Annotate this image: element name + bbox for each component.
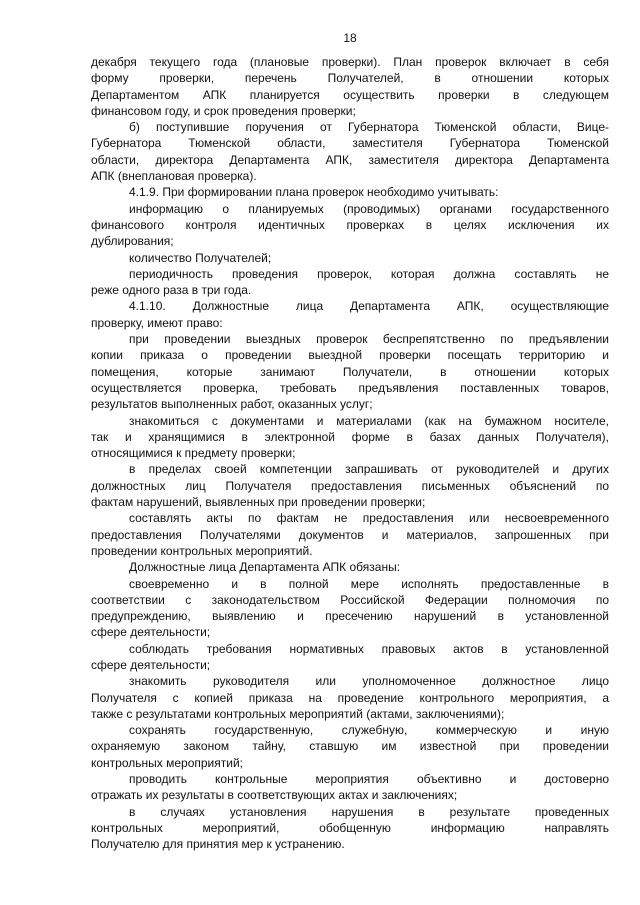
text-line: проводить контрольные мероприятия объективно и достоверно xyxy=(129,772,609,787)
paragraph xyxy=(91,461,609,510)
text-line: осуществляется проверка, требовать предъявления поставленных товаров, xyxy=(91,380,609,395)
text-line: 4.1.10. Должностные лица Департамента АПК, осуществляющие xyxy=(129,299,609,314)
text-line: АПК (внеплановая проверка). xyxy=(91,169,257,184)
text-line: фактам нарушений, выявленных при проведении проверки; xyxy=(91,495,426,510)
text-line: знакомить руководителя или уполномоченное должностное лицо xyxy=(129,674,609,689)
text-line: контрольных мероприятий, обобщенную информацию направлять xyxy=(91,820,609,835)
paragraph xyxy=(91,54,609,119)
text-line: форму проверки, перечень Получателей, в отношении которых xyxy=(91,71,609,86)
text-line: сфере деятельности; xyxy=(91,657,211,672)
paragraph xyxy=(91,576,609,641)
text-line: должностных лиц Получателя предоставления письменных объяснений по xyxy=(91,478,609,493)
text-line: проведении контрольных мероприятий. xyxy=(91,543,313,558)
text-line: соблюдать требования нормативных правовых актов в установленной xyxy=(129,641,609,656)
text-line: также с результатами контрольных мероприятий (актами, заключениями); xyxy=(91,706,505,721)
text-line: дублирования; xyxy=(91,234,174,249)
text-line: контрольных мероприятий; xyxy=(91,755,243,770)
paragraph xyxy=(91,184,609,200)
paragraph xyxy=(91,804,609,853)
text-line: финансового контроля идентичных проверках в целях исключения их xyxy=(91,217,609,232)
paragraph xyxy=(91,201,609,250)
text-line: отражать их результаты в соответствующих актах и заключениях; xyxy=(91,788,458,803)
paragraph xyxy=(91,119,609,184)
text-line: финансовом году, и срок проведения проверки; xyxy=(91,103,356,118)
text-line: предупреждению, выявлению и пресечению нарушений в установленной xyxy=(91,609,609,624)
paragraph xyxy=(91,510,609,559)
text-line: предоставления Получателями документов и материалов, запрошенных при xyxy=(91,527,609,542)
text-line: результатов выполненных работ, оказанных услуг; xyxy=(91,397,373,412)
text-line: количество Получателей; xyxy=(129,250,272,265)
text-line: Департаментом АПК планируется осуществить проверки в следующем xyxy=(91,87,609,102)
text-line: сохранять государственную, служебную, коммерческую и иную xyxy=(129,723,609,738)
text-line: соответствии с законодательством Российской Федерации полномочия по xyxy=(91,592,609,607)
text-line: в случаях установления нарушения в результате проведенных xyxy=(129,804,609,819)
text-line: проверку, имеют право: xyxy=(91,315,223,330)
text-line: реже одного раза в три года. xyxy=(91,283,252,298)
text-line: копии приказа о проведении выездной проверки посещать территорию и xyxy=(91,348,609,363)
text-line: Получателя с копией приказа на проведение контрольного мероприятия, а xyxy=(91,690,609,705)
text-line: сфере деятельности; xyxy=(91,625,211,640)
text-line: при проведении выездных проверок беспрепятственно по предъявлении xyxy=(129,332,609,347)
text-line: относящимися к предмету проверки; xyxy=(91,446,296,461)
paragraph xyxy=(91,771,609,804)
text-line: знакомиться с документами и материалами (как на бумажном носителе, xyxy=(129,413,609,428)
text-line: декабря текущего года (плановые проверки). План проверок включает в себя xyxy=(91,55,609,69)
text-line: Должностные лица Департамента АПК обязаны: xyxy=(129,560,401,575)
text-line: Получателю для принятия мер к устранению. xyxy=(91,837,345,852)
paragraph xyxy=(91,331,609,412)
text-line: периодичность проведения проверок, которая должна составлять не xyxy=(129,266,609,281)
text-line: области, директора Департамента АПК, заместителя директора Департамента xyxy=(91,152,609,167)
text-line: помещения, которые занимают Получатели, в отношении которых xyxy=(91,364,609,379)
text-line: охраняемую законом тайну, ставшую им известной при проведении xyxy=(91,739,609,754)
page-number: 18 xyxy=(343,31,357,45)
paragraph xyxy=(91,673,609,722)
text-line: так и хранящимися в электронной форме в базах данных Получателя), xyxy=(91,429,609,444)
paragraph xyxy=(91,266,609,299)
paragraph xyxy=(91,559,609,575)
text-line: б) поступившие поручения от Губернатора Тюменской области, Вице- xyxy=(129,120,609,135)
paragraph xyxy=(91,641,609,674)
document-body xyxy=(91,54,609,853)
text-line: информацию о планируемых (проводимых) органами государственного xyxy=(129,201,609,216)
paragraph xyxy=(91,250,609,266)
text-line: составлять акты по фактам не предоставления или несвоевременного xyxy=(129,511,609,526)
paragraph xyxy=(91,298,609,331)
text-line: 4.1.9. При формировании плана проверок необходимо учитывать: xyxy=(129,185,499,200)
text-line: Губернатора Тюменской области, заместителя Губернатора Тюменской xyxy=(91,136,609,151)
text-line: своевременно и в полной мере исполнять предоставленные в xyxy=(129,576,609,591)
paragraph xyxy=(91,413,609,462)
paragraph xyxy=(91,722,609,771)
text-line: в пределах своей компетенции запрашивать от руководителей и других xyxy=(129,462,609,477)
